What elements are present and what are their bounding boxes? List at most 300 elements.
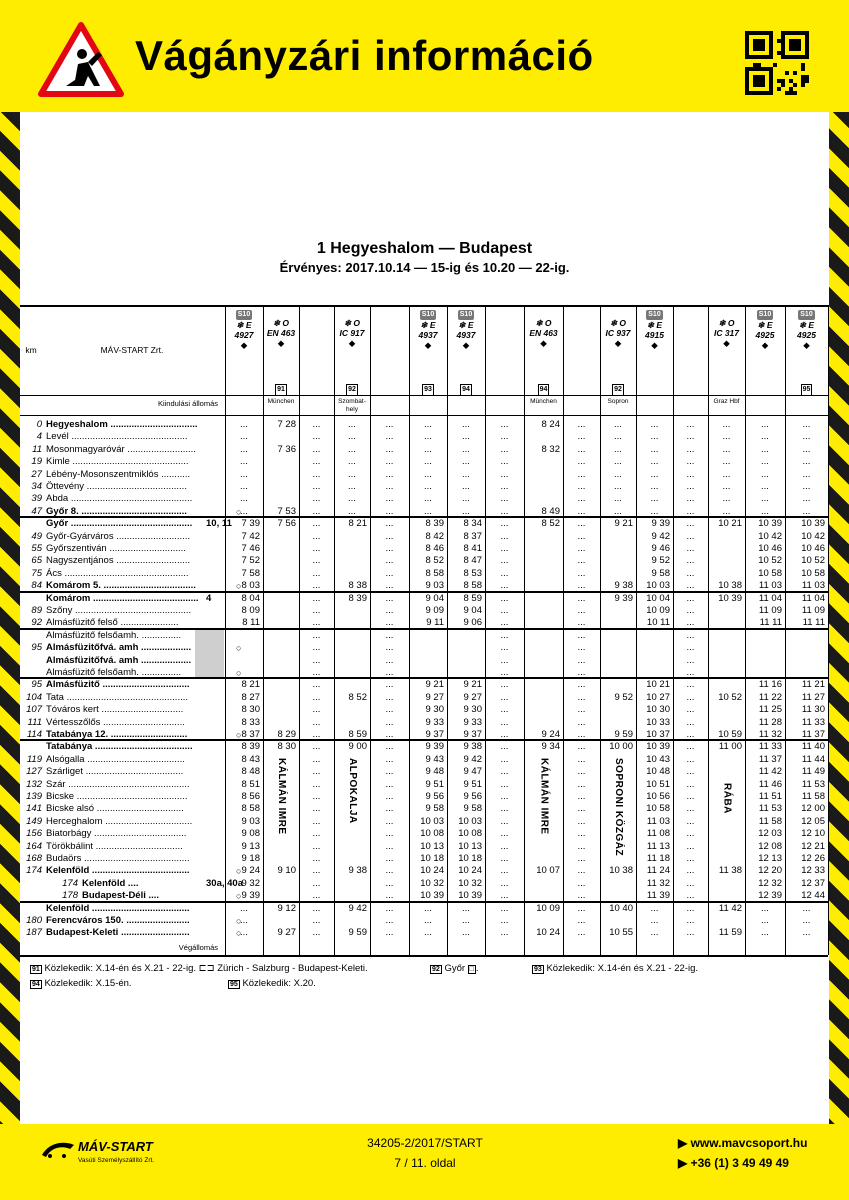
- departure-time: ...: [462, 505, 470, 517]
- departure-time: 9 38: [463, 741, 482, 753]
- departure-time: ...: [577, 518, 586, 530]
- departure-time: 10 39: [646, 741, 670, 753]
- departure-time: ...: [500, 580, 509, 592]
- departure-time: 10 04: [646, 592, 670, 604]
- departure-time: ...: [312, 555, 321, 567]
- departure-time: ...: [614, 505, 622, 517]
- departure-time: 10 32: [420, 877, 444, 889]
- departure-time: ...: [385, 902, 394, 914]
- departure-time: ...: [686, 530, 695, 542]
- departure-time: ...: [240, 902, 248, 914]
- departure-time: ...: [312, 530, 321, 542]
- departure-time: 10 43: [646, 753, 670, 765]
- departure-time: ...: [500, 741, 509, 753]
- terminus-marker: ○: [236, 643, 242, 654]
- departure-time: ...: [312, 518, 321, 530]
- train-header: ❄ O IC 937 ◆: [605, 318, 631, 348]
- departure-time: ...: [424, 505, 432, 517]
- departure-time: ...: [686, 543, 695, 554]
- departure-time: ...: [462, 902, 470, 914]
- departure-time: ...: [577, 766, 586, 778]
- station-name: Kimle ............................................: [46, 456, 189, 468]
- departure-time: 9 58: [651, 567, 670, 579]
- station-km: 127: [26, 766, 42, 778]
- departure-time: ...: [385, 642, 394, 654]
- departure-time: ...: [577, 840, 586, 852]
- departure-time: ...: [500, 815, 509, 827]
- departure-time: 9 47: [463, 766, 482, 778]
- origin-label: Kiindulási állomás: [157, 399, 218, 408]
- departure-time: 10 09: [646, 605, 670, 616]
- departure-time: ...: [385, 679, 394, 691]
- departure-time: ...: [385, 815, 394, 827]
- station-name: Mosonmagyaróvár ..........................: [46, 443, 196, 455]
- departure-time: 10 07: [536, 865, 560, 877]
- departure-time: ...: [577, 865, 586, 877]
- departure-time: 11 09: [801, 605, 825, 616]
- departure-time: ...: [500, 890, 509, 902]
- departure-time: ...: [577, 679, 586, 691]
- departure-time: 10 33: [646, 716, 670, 728]
- departure-time: 11 16: [758, 679, 782, 691]
- row-rule: [20, 415, 828, 416]
- departure-time: 8 27: [241, 691, 260, 703]
- departure-time: 11 21: [801, 679, 825, 691]
- departure-time: 8 52: [348, 691, 367, 703]
- departure-time: ...: [385, 419, 394, 430]
- website-link[interactable]: ▶ www.mavcsoport.hu: [678, 1136, 808, 1150]
- departure-time: ...: [686, 667, 695, 678]
- departure-time: 9 51: [463, 778, 482, 790]
- departure-time: ...: [761, 456, 769, 468]
- train-note-marker: 93: [409, 383, 447, 396]
- departure-time: 8 38: [348, 580, 367, 592]
- departure-time: 9 21: [463, 679, 482, 691]
- station-km: 95: [31, 642, 42, 654]
- train-origin: Sopron: [607, 398, 629, 405]
- station-name: Vértesszőlős ...............................: [46, 716, 185, 728]
- departure-time: ...: [577, 753, 586, 765]
- station-name: Biatorbágy ...................................: [46, 828, 187, 840]
- departure-time: ...: [802, 505, 811, 517]
- departure-time: ...: [312, 617, 321, 629]
- departure-time: ...: [312, 567, 321, 579]
- departure-time: 10 52: [718, 691, 742, 703]
- departure-time: ...: [686, 853, 695, 864]
- train-header: [673, 308, 708, 338]
- departure-time: ...: [385, 915, 394, 926]
- station-km: 174: [26, 865, 42, 877]
- departure-time: ...: [424, 468, 432, 480]
- departure-time: 12 21: [801, 840, 825, 852]
- departure-time: 12 44: [801, 890, 825, 902]
- departure-time: 7 53: [277, 505, 296, 517]
- departure-time: 11 37: [758, 753, 782, 765]
- departure-time: 9 08: [241, 828, 260, 840]
- train-header: S10 ❄ E 4937 ◆: [418, 311, 438, 350]
- departure-time: 10 39: [801, 518, 825, 530]
- departure-time: ...: [614, 443, 622, 455]
- departure-time: ...: [348, 443, 356, 455]
- departure-time: ...: [761, 505, 769, 517]
- departure-time: ...: [614, 456, 622, 468]
- station-connection: 30a, 40a: [206, 877, 243, 889]
- departure-time: ...: [500, 505, 509, 517]
- departure-time: ...: [577, 592, 586, 604]
- departure-time: ...: [424, 493, 432, 505]
- train-header: S10 ❄ E 4925 ◆: [797, 311, 816, 350]
- departure-time: 11 44: [801, 753, 825, 765]
- departure-time: ...: [240, 431, 248, 443]
- departure-time: ...: [500, 567, 509, 579]
- departure-time: 11 42: [718, 902, 742, 914]
- station-km: 39: [31, 493, 42, 505]
- departure-time: ...: [686, 617, 695, 629]
- departure-time: ...: [650, 481, 659, 492]
- departure-time: 7 36: [277, 443, 296, 455]
- departure-time: 8 58: [425, 567, 444, 579]
- departure-time: ...: [686, 431, 695, 443]
- page-title: Vágányzári információ: [135, 32, 594, 79]
- departure-time: ...: [761, 493, 769, 505]
- departure-time: 10 39: [420, 890, 444, 902]
- departure-time: 11 24: [646, 865, 670, 877]
- terminus-marker: ○: [236, 581, 242, 592]
- departure-time: ...: [385, 592, 394, 604]
- departure-time: 8 37: [463, 530, 482, 542]
- station-name: Herceghalom .................................: [46, 815, 193, 827]
- departure-time: ...: [577, 654, 586, 666]
- departure-time: 9 09: [425, 605, 444, 616]
- departure-time: ...: [761, 431, 769, 443]
- departure-time: ...: [686, 468, 695, 480]
- station-name: Komárom ........................................: [46, 592, 199, 604]
- departure-time: ...: [500, 729, 509, 740]
- station-name: Almásfüzitő felső ......................: [46, 617, 179, 629]
- station-km: 141: [26, 803, 42, 815]
- departure-time: ...: [312, 580, 321, 592]
- departure-time: 8 30: [241, 704, 260, 716]
- train-name: SOPRONI KÖZGÁZ: [613, 757, 624, 856]
- departure-time: ...: [312, 766, 321, 778]
- departure-time: 8 59: [348, 729, 367, 740]
- departure-time: ...: [385, 716, 394, 728]
- departure-time: ...: [686, 716, 695, 728]
- departure-time: ...: [385, 890, 394, 902]
- departure-time: ...: [312, 443, 321, 455]
- departure-time: ...: [500, 530, 509, 542]
- departure-time: 12 39: [758, 890, 782, 902]
- footnote-94: 94 Közlekedik: X.15-én.: [32, 978, 132, 989]
- departure-time: ...: [312, 753, 321, 765]
- departure-time: ...: [462, 481, 470, 492]
- departure-time: 12 26: [801, 853, 825, 864]
- departure-time: ...: [686, 753, 695, 765]
- departure-time: ...: [500, 778, 509, 790]
- departure-time: 9 33: [463, 716, 482, 728]
- departure-time: 10 18: [420, 853, 444, 864]
- departure-time: ...: [500, 456, 509, 468]
- departure-time: ...: [462, 493, 470, 505]
- departure-time: 9 27: [277, 927, 296, 939]
- departure-time: ...: [500, 592, 509, 604]
- departure-time: ...: [500, 629, 509, 641]
- departure-time: 9 46: [651, 543, 670, 554]
- departure-time: ...: [802, 468, 811, 480]
- departure-time: ...: [385, 518, 394, 530]
- departure-time: 10 24: [536, 927, 560, 939]
- departure-time: 10 38: [718, 580, 742, 592]
- departure-time: ...: [312, 493, 321, 505]
- departure-time: 9 51: [425, 778, 444, 790]
- departure-time: ...: [650, 431, 659, 443]
- station-name: Szár ..............................................: [46, 778, 190, 790]
- departure-time: 11 46: [758, 778, 782, 790]
- departure-time: 11 00: [718, 741, 742, 753]
- train-note-marker: 92: [600, 383, 636, 396]
- station-km: 49: [31, 530, 42, 542]
- departure-time: ...: [385, 580, 394, 592]
- departure-time: ...: [686, 815, 695, 827]
- departure-time: ...: [312, 704, 321, 716]
- departure-time: 9 18: [241, 853, 260, 864]
- departure-time: ...: [348, 505, 356, 517]
- train-origin: Graz Hbf: [713, 398, 740, 405]
- departure-time: ...: [500, 853, 509, 864]
- departure-time: 10 08: [420, 828, 444, 840]
- departure-time: 11 53: [801, 778, 825, 790]
- station-name: Ferencváros 150. ........................: [46, 915, 190, 926]
- departure-time: 10 52: [801, 555, 825, 567]
- train-header: [370, 308, 409, 338]
- column-rule: [828, 305, 829, 955]
- departure-time: ...: [312, 654, 321, 666]
- departure-time: ...: [686, 642, 695, 654]
- departure-time: ...: [577, 431, 586, 443]
- departure-time: ...: [686, 927, 695, 939]
- departure-time: ...: [686, 580, 695, 592]
- station-name: Szőny ............................................: [46, 605, 192, 616]
- departure-time: ...: [424, 443, 432, 455]
- station-km: 75: [31, 567, 42, 579]
- departure-time: ...: [312, 605, 321, 616]
- departure-time: ...: [385, 766, 394, 778]
- departure-time: ...: [240, 468, 248, 480]
- departure-time: 9 48: [425, 766, 444, 778]
- departure-time: ...: [686, 629, 695, 641]
- train-origin: Szombat-hely: [338, 398, 366, 413]
- departure-time: ...: [761, 902, 769, 914]
- departure-time: ...: [577, 729, 586, 740]
- departure-time: ...: [761, 927, 769, 939]
- departure-time: 9 24: [541, 729, 560, 740]
- departure-time: 9 34: [541, 741, 560, 753]
- departure-time: 9 30: [425, 704, 444, 716]
- station-km: 178: [62, 890, 78, 902]
- departure-time: 10 13: [420, 840, 444, 852]
- departure-time: ...: [577, 555, 586, 567]
- departure-time: ...: [802, 493, 811, 505]
- departure-time: 11 39: [646, 890, 670, 902]
- departure-time: ...: [240, 915, 248, 926]
- departure-time: ...: [385, 456, 394, 468]
- departure-time: 9 39: [614, 592, 633, 604]
- departure-time: 9 27: [425, 691, 444, 703]
- departure-time: ...: [500, 667, 509, 678]
- departure-time: ...: [722, 456, 731, 468]
- mav-start-logo: MÁV-START Vasúti Személyszállító Zrt.: [40, 1137, 76, 1164]
- footnote-95: 95 Közlekedik: X.20.: [230, 978, 316, 989]
- departure-time: ...: [802, 419, 811, 430]
- station-name: Almásfüzitő felsőamh. ...............: [46, 629, 182, 641]
- departure-time: 11 40: [801, 741, 825, 753]
- departure-time: 8 11: [242, 617, 260, 629]
- departure-time: ...: [577, 493, 586, 505]
- departure-time: ...: [577, 530, 586, 542]
- departure-time: ...: [385, 667, 394, 678]
- departure-time: ...: [462, 915, 470, 926]
- departure-time: ...: [500, 443, 509, 455]
- departure-time: ...: [577, 741, 586, 753]
- station-name: Nagyszentjános ............................: [46, 555, 191, 567]
- departure-time: ...: [385, 791, 394, 802]
- bus-icon: ⊏⊐: [198, 963, 215, 974]
- departure-time: ...: [686, 729, 695, 740]
- terminus-marker: ○: [236, 916, 242, 926]
- terminus-marker: ○: [236, 866, 242, 877]
- station-name: Öttevény ......................................: [46, 481, 187, 492]
- departure-time: ...: [385, 865, 394, 877]
- detour-shading: [195, 628, 224, 678]
- departure-time: ...: [240, 456, 248, 468]
- station-km: 4: [36, 431, 42, 443]
- departure-time: 12 20: [758, 865, 782, 877]
- departure-time: ...: [312, 741, 321, 753]
- departure-time: ...: [577, 567, 586, 579]
- departure-time: 11 27: [801, 691, 825, 703]
- station-name: Budaörs ........................................: [46, 853, 190, 864]
- departure-time: ...: [312, 778, 321, 790]
- departure-time: ...: [802, 915, 811, 926]
- departure-time: ...: [650, 927, 659, 939]
- departure-time: ...: [686, 691, 695, 703]
- departure-time: 10 27: [646, 691, 670, 703]
- departure-time: 11 22: [758, 691, 782, 703]
- departure-time: ...: [385, 778, 394, 790]
- station-name: Almásfüzitő felsőamh. ...............: [46, 667, 182, 678]
- departure-time: ...: [686, 803, 695, 815]
- departure-time: 11 04: [801, 592, 825, 604]
- departure-time: ...: [577, 716, 586, 728]
- departure-time: 9 21: [614, 518, 633, 530]
- departure-time: ...: [462, 431, 470, 443]
- departure-time: 8 41: [463, 543, 482, 554]
- train-header: ❄ O IC 917 ◆: [339, 318, 365, 348]
- departure-time: ...: [312, 629, 321, 641]
- station-km: 187: [26, 927, 42, 939]
- departure-time: ...: [722, 443, 731, 455]
- departure-time: ...: [385, 493, 394, 505]
- departure-time: ...: [500, 431, 509, 443]
- departure-time: 11 03: [646, 815, 670, 827]
- station-name: Lébény-Mosonszentmiklós ...........: [46, 468, 191, 480]
- departure-time: ...: [385, 555, 394, 567]
- departure-time: ...: [500, 753, 509, 765]
- departure-time: 8 30: [277, 741, 296, 753]
- departure-time: 11 11: [802, 617, 825, 629]
- departure-time: ...: [312, 419, 321, 430]
- departure-time: ...: [385, 704, 394, 716]
- departure-time: ...: [577, 419, 586, 430]
- departure-time: ...: [240, 505, 248, 517]
- departure-time: 10 59: [718, 729, 742, 740]
- roadworks-warning-icon: [38, 22, 124, 98]
- train-header: S10 ❄ E 4927 ◆: [234, 311, 254, 350]
- departure-time: 9 06: [463, 617, 482, 629]
- departure-time: 11 51: [758, 791, 782, 802]
- departure-time: ...: [577, 617, 586, 629]
- departure-time: 9 39: [241, 890, 260, 902]
- station-km: 19: [31, 456, 42, 468]
- station-name: Almásfüzitőfvá. amh ...................: [46, 654, 192, 666]
- departure-time: ...: [424, 927, 432, 939]
- departure-time: 10 24: [458, 865, 482, 877]
- departure-time: 11 28: [758, 716, 782, 728]
- departure-time: 11 32: [646, 877, 670, 889]
- station-name: Alsógalla .....................................: [46, 753, 185, 765]
- departure-time: ...: [614, 431, 622, 443]
- departure-time: ...: [577, 815, 586, 827]
- terminus-marker: ○: [236, 730, 242, 740]
- departure-time: 11 32: [758, 729, 782, 740]
- departure-time: 10 18: [458, 853, 482, 864]
- departure-time: ...: [312, 815, 321, 827]
- departure-time: 7 58: [241, 567, 260, 579]
- departure-time: ...: [650, 456, 659, 468]
- departure-time: 11 33: [758, 741, 782, 753]
- departure-time: 9 59: [614, 729, 633, 740]
- departure-time: ...: [348, 493, 356, 505]
- departure-time: 8 21: [241, 679, 260, 691]
- departure-time: 9 24: [241, 865, 260, 877]
- departure-time: 8 46: [425, 543, 444, 554]
- departure-time: ...: [686, 654, 695, 666]
- departure-time: ...: [500, 617, 509, 629]
- departure-time: 11 53: [758, 803, 782, 815]
- departure-time: 10 03: [420, 815, 444, 827]
- departure-time: ...: [312, 592, 321, 604]
- departure-time: ...: [312, 865, 321, 877]
- departure-time: ...: [385, 443, 394, 455]
- departure-time: ...: [385, 530, 394, 542]
- departure-time: ...: [462, 468, 470, 480]
- departure-time: 10 39: [758, 518, 782, 530]
- departure-time: ...: [385, 927, 394, 939]
- departure-time: 9 13: [241, 840, 260, 852]
- departure-time: 9 27: [463, 691, 482, 703]
- train-name: ALPOKALJA: [347, 757, 358, 824]
- station-km: 27: [31, 468, 42, 480]
- departure-time: ...: [385, 729, 394, 740]
- departure-time: ...: [312, 791, 321, 802]
- departure-time: 9 59: [348, 927, 367, 939]
- departure-time: ...: [686, 481, 695, 492]
- departure-time: 9 00: [348, 741, 367, 753]
- departure-time: 10 46: [758, 543, 782, 554]
- departure-time: ...: [462, 456, 470, 468]
- departure-time: 10 24: [420, 865, 444, 877]
- departure-time: 10 37: [646, 729, 670, 740]
